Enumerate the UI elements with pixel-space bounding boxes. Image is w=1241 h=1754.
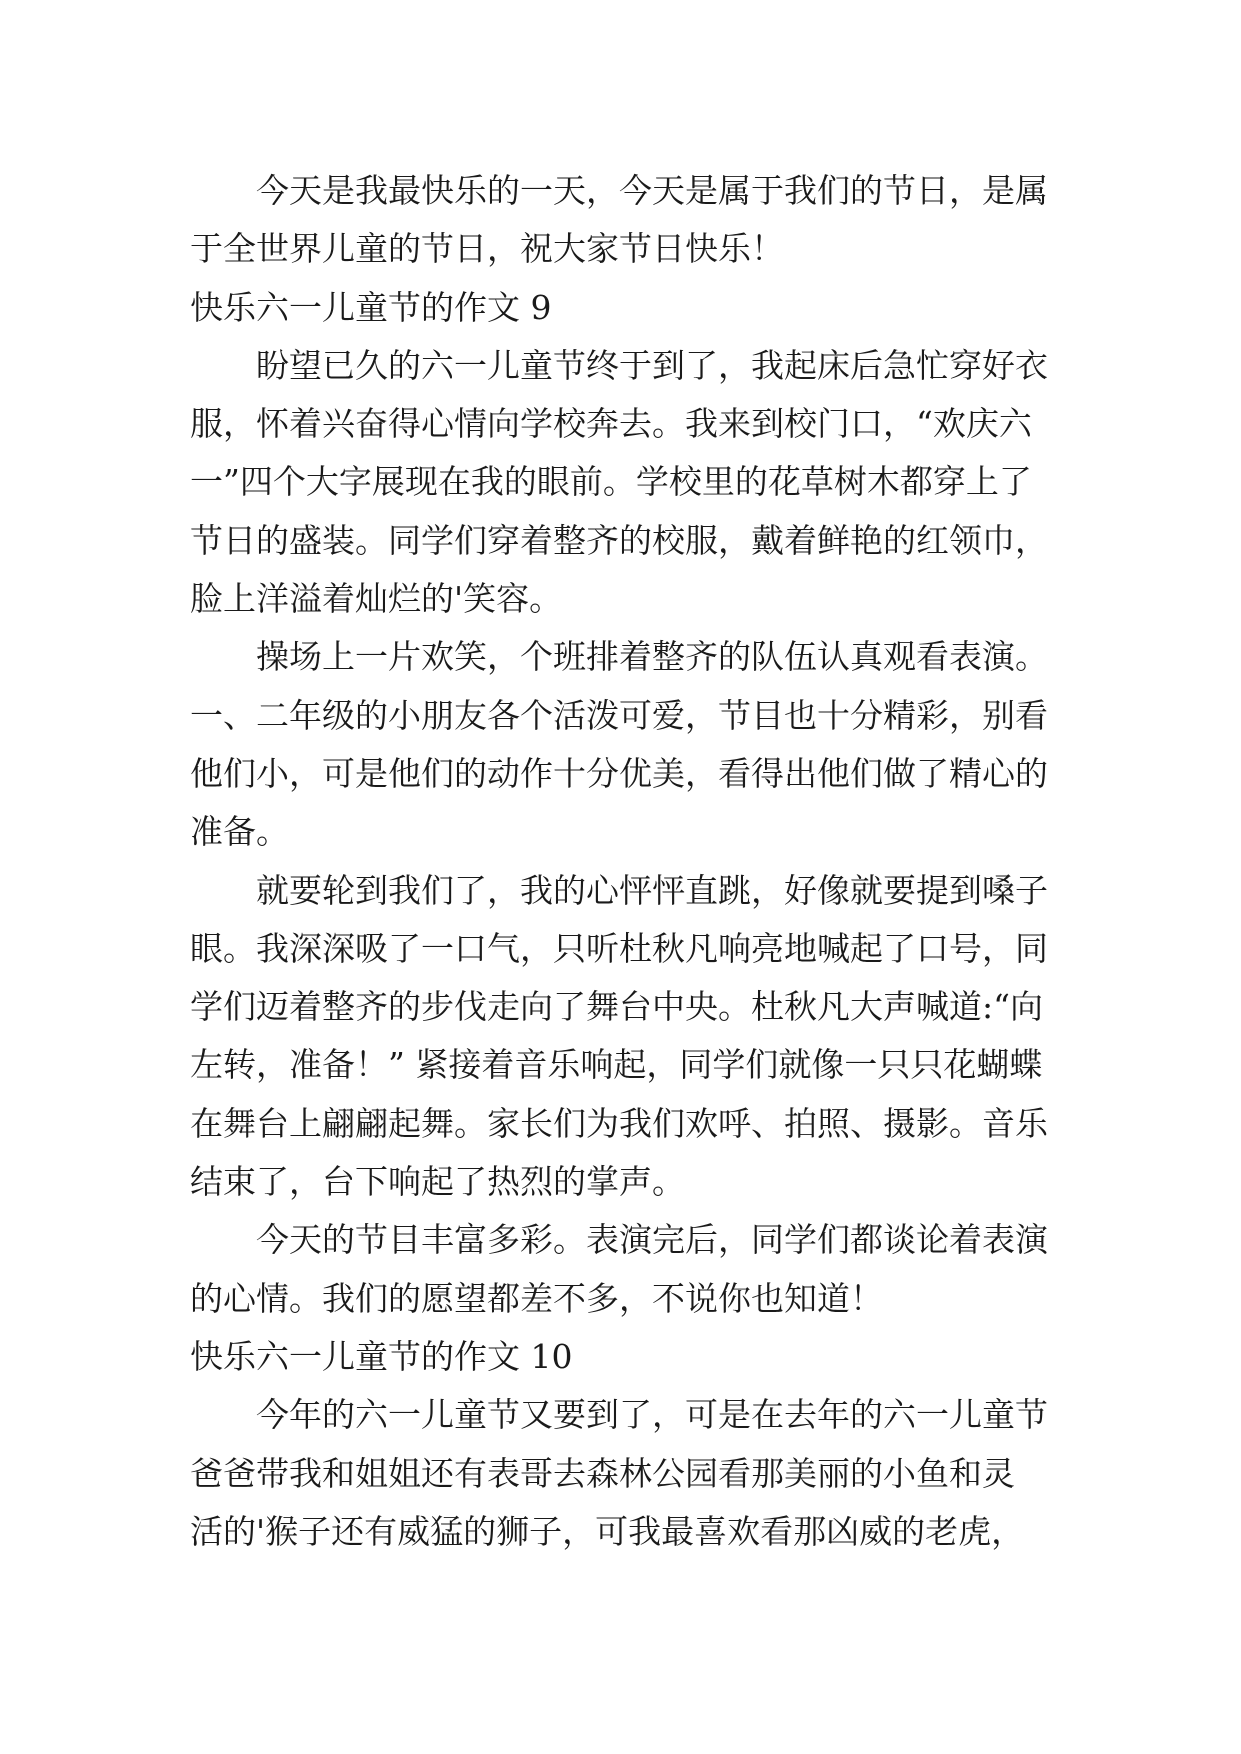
paragraph-line: 操场上一片欢笑，个班排着整齐的队伍认真观看表演。	[256, 637, 1048, 677]
paragraph-line: 今天是我最快乐的一天，今天是属于我们的节日，是属	[256, 171, 1048, 210]
paragraph-line: 脸上洋溢着灿烂的'笑容。	[190, 579, 563, 619]
essay-heading: 快乐六一儿童节的作文 9	[190, 287, 552, 327]
paragraph-line: 眼。我深深吸了一口气，只听杜秋凡响亮地喊起了口号，同	[190, 928, 1048, 968]
paragraph-line: 就要轮到我们了，我的心怦怦直跳，好像就要提到嗓子	[256, 870, 1048, 910]
paragraph-line: 活的'猴子还有威猛的狮子，可我最喜欢看那凶威的老虎，	[190, 1511, 1025, 1551]
paragraph-line: 在舞台上翩翩起舞。家长们为我们欢呼、拍照、摄影。音乐	[190, 1103, 1048, 1143]
paragraph-line: 左转，准备！” 紧接着音乐响起，同学们就像一只只花蝴蝶	[190, 1045, 1043, 1085]
essay-text	[190, 162, 1070, 1561]
paragraph-line: 结束了，台下响起了热烈的掌声。	[190, 1162, 685, 1202]
paragraph-line: 准备。	[190, 812, 289, 852]
paragraph-line: 的心情。我们的愿望都差不多，不说你也知道！	[190, 1278, 883, 1318]
paragraph-line: 今年的六一儿童节又要到了，可是在去年的六一儿童节	[256, 1395, 1048, 1435]
paragraph-line: 爸爸带我和姐姐还有表哥去森林公园看那美丽的小鱼和灵	[190, 1453, 1015, 1493]
paragraph-line: 节日的盛装。同学们穿着整齐的校服，戴着鲜艳的红领巾，	[190, 520, 1048, 560]
paragraph-line: 于全世界儿童的节日，祝大家节日快乐！	[190, 229, 784, 269]
paragraph-line: 一”四个大字展现在我的眼前。学校里的花草树木都穿上了	[190, 462, 1032, 502]
paragraph-line: 今天的节目丰富多彩。表演完后，同学们都谈论着表演	[256, 1220, 1048, 1260]
paragraph-line: 他们小，可是他们的动作十分优美，看得出他们做了精心的	[190, 753, 1048, 793]
paragraph-line: 盼望已久的六一儿童节终于到了，我起床后急忙穿好衣	[256, 345, 1048, 385]
essay-heading: 快乐六一儿童节的作文 10	[190, 1336, 573, 1376]
paragraph-line: 服，怀着兴奋得心情向学校奔去。我来到校门口，“欢庆六	[190, 404, 1032, 444]
paragraph-line: 学们迈着整齐的步伐走向了舞台中央。杜秋凡大声喊道:“向	[190, 987, 1043, 1027]
paragraph-line: 一、二年级的小朋友各个活泼可爱，节目也十分精彩，别看	[190, 695, 1048, 735]
